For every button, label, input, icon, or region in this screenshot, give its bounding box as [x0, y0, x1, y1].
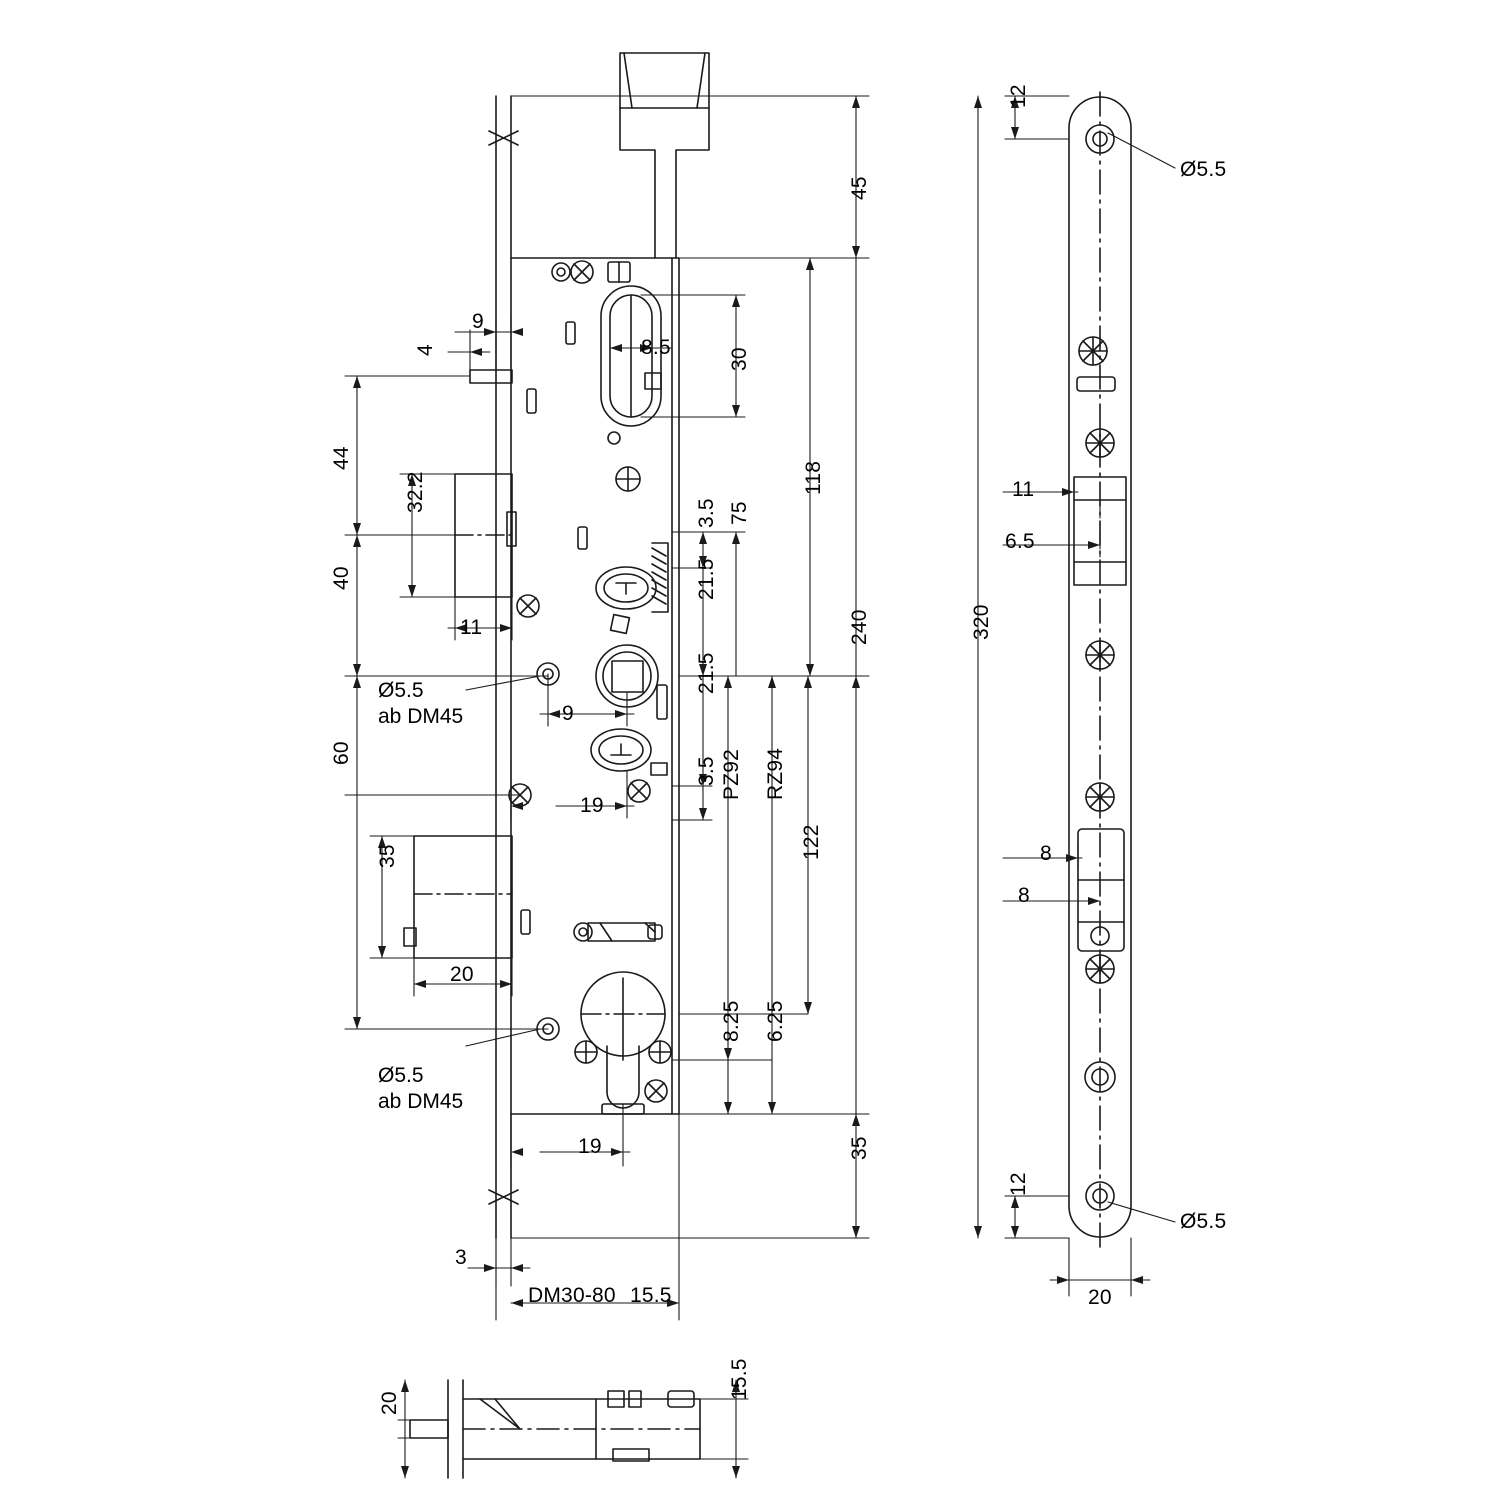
callout-upper-line2: ab DM45	[378, 705, 464, 728]
dim-122: 122	[800, 824, 823, 860]
dim-20-width: 20	[1088, 1286, 1112, 1309]
dim-8-5: 8.5	[641, 336, 671, 359]
dim-top-15-5: 15.5	[728, 1358, 751, 1400]
dim-19-bottom: 19	[578, 1135, 602, 1158]
dim-35-bottom: 35	[848, 1136, 871, 1160]
dim-9-mid: 9	[562, 702, 574, 725]
dim-320: 320	[970, 604, 993, 640]
dim-21-5-lower: 21.5	[695, 652, 718, 694]
dim-9-top: 9	[472, 310, 484, 333]
dim-8-lower: 8	[1018, 884, 1030, 907]
dim-4: 4	[414, 344, 437, 356]
callout-upper-hole	[378, 678, 463, 730]
dim-pz92: PZ92	[720, 749, 743, 800]
dim-19-mid: 19	[580, 794, 604, 817]
faceplate-callout-bottom: Ø5.5	[1180, 1210, 1227, 1233]
dim-8-upper: 8	[1040, 842, 1052, 865]
dim-240: 240	[848, 609, 871, 645]
dim-45: 45	[848, 176, 871, 200]
dim-20: 20	[450, 963, 474, 986]
dim-44: 44	[330, 446, 353, 470]
callout-upper-line1: Ø5.5	[378, 679, 424, 702]
dim-3-5-upper: 3.5	[695, 498, 718, 528]
dim-11-slot: 11	[1012, 478, 1035, 501]
dim-40: 40	[330, 566, 353, 590]
dim-118: 118	[802, 460, 825, 495]
dim-35-block: 35	[376, 844, 399, 868]
dim-12-bottom: 12	[1007, 1172, 1030, 1196]
dim-60: 60	[330, 741, 353, 765]
callout-lower-line2: ab DM45	[378, 1090, 464, 1113]
faceplate-view-geometry	[974, 92, 1175, 1296]
dim-6-5: 6.5	[1005, 530, 1035, 553]
callout-lower-line1: Ø5.5	[378, 1064, 424, 1087]
dim-21-5-upper: 21.5	[695, 558, 718, 600]
dim-rz94: RZ94	[764, 747, 787, 800]
dim-dm-range: DM30-80	[528, 1284, 616, 1307]
dim-15-5: 15.5	[630, 1284, 672, 1307]
dim-32-2: 32.2	[404, 471, 427, 513]
dim-3-5-lower: 3.5	[695, 756, 718, 786]
dim-3: 3	[455, 1246, 467, 1269]
dim-75: 75	[728, 501, 751, 525]
callout-lower-hole	[378, 1063, 463, 1115]
dim-6-25: 6.25	[764, 1000, 787, 1042]
dim-8-25: 8.25	[720, 1000, 743, 1042]
dim-11: 11	[460, 616, 483, 639]
top-view-geometry	[398, 1380, 748, 1478]
dim-top-20: 20	[378, 1391, 401, 1415]
dim-30: 30	[728, 347, 751, 371]
faceplate-callout-top: Ø5.5	[1180, 158, 1227, 181]
dim-12-top: 12	[1007, 84, 1030, 108]
